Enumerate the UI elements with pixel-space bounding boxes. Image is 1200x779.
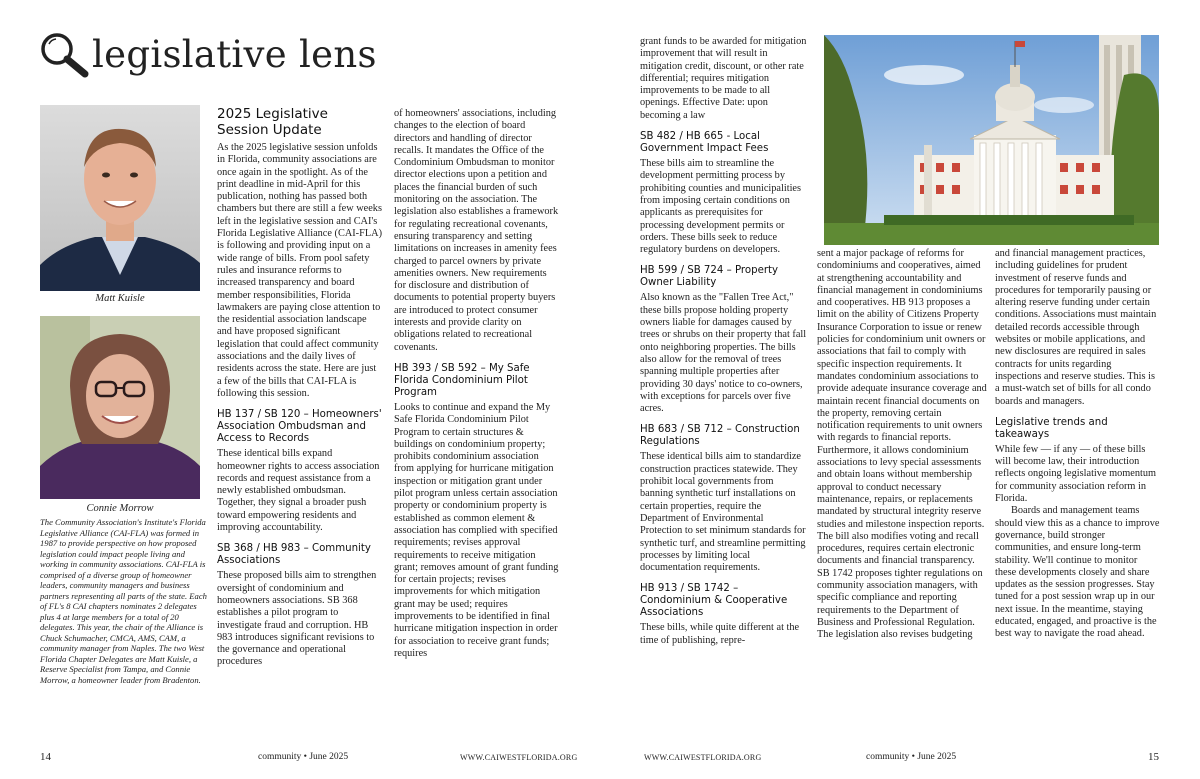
main-heading: 2025 Legislative Session Update [217, 106, 328, 138]
section-heading: SB 368 / HB 983 – Community Associations [217, 543, 371, 567]
photo-matt-kuisle [40, 105, 200, 291]
section-body-continued: and financial management practices, including guidelines for prudent investment of reserve funds and procedures for temporarily pausing or altering reserve funding under certain conditions. Associations must maintain detailed records accessible through websites or mobile applications, and new disclosures are required in sales contracts for units regarding inspections and reserve studies. This is a must-watch set of bills for all condo boards and managers. [995, 248, 1157, 407]
section-heading: HB 137 / SB 120 – Homeowners' Association Ombudsman and Access to Records [217, 409, 382, 445]
section-heading: HB 599 / SB 724 – Property Owner Liability [640, 265, 779, 289]
section-heading: HB 683 / SB 712 – Construction Regulations [640, 424, 800, 448]
photo1-caption: Matt Kuisle [95, 293, 145, 304]
section-heading: HB 393 / SB 592 – My Safe Florida Condominium Pilot Program [394, 362, 530, 398]
section-body: While few — if any — of these bills will become law, their introduction reflects ongoing legislative momentum for community association reform in Florida. [995, 443, 1156, 505]
sidebar-note: The Community Association's Institute's Florida Legislative Alliance (CAI-FLA) was formed in 1987 to provide perspective on how proposed legislation could impact people living and working in community associations. CAI-FLA is comprised of a diverse group of homeowner leaders, community managers and business partners representing all parts of the state. Each of FL's 8 CAI chapters nominates 2 delegates plus 4 at large members for a total of 20 delegates. This year, the chair of the Alliance is Chuck Schumacher, CMCA, AMS, CAM, a community manager from Naples. The two West Florida Chapter Delegates are Matt Kuisle, a Reserve Specialist from Tampa, and Connie Morrow, a homeowner leader from Bradenton. [40, 517, 207, 685]
right-page-number: 15 [1148, 751, 1159, 763]
section-body: These bills, while quite different at the time of publishing, repre- [640, 622, 800, 646]
section-body: Looks to continue and expand the My Safe Florida Condominium Pilot Program to certain structures & buildings on condominium property; prohibits condominium association from applying for hurricane mitigation inspection or mitigation grant under pilot program unless certain association property or condominium property is established as common element & association has complied with specified requirements; revises approval requirements to receive mitigation grant; removes amount of grant funding for certain projects; revises improvements for which mitigation grant may be used; requires improvements to be identified in final hurricane mitigation inspection in order for association to receive grant funds; requires [394, 401, 559, 659]
column-4 [817, 248, 987, 642]
section-body-continued: of homeowners' associations, including changes to the election of board directors and handling of director recalls. It mandates the Office of the Condominium Ombudsman to monitor director elections upon a petition and places the financial burden of such monitoring on the association. The legislation also establishes a framework for regulating recreational covenants, ensuring transparency and setting limitations on increases in amenity fees charged to parcel owners by private amenities owners. New requirements for disclosure and distribution of documents to potential property buyers are introduced to protect consumer interests and provide clarity on obligations related to recreational covenants. [394, 108, 559, 353]
left-url: WWW.CAIWESTFLORIDA.ORG [460, 753, 578, 762]
right-url: WWW.CAIWESTFLORIDA.ORG [644, 753, 762, 762]
intro-paragraph: As the 2025 legislative session unfolds in Florida, community associations are once again in the spotlight. As of the print deadline in mid-April for this publication, nothing has passed both chambers but there are still a few weeks left in the legislative session and CAI's Florida Legislative Alliance (CAI-FLA) is following and providing input on a wide range of bills. From pool safety rules and insurance reforms to increased transparency and board member responsibilities, Florida lawmakers are paying close attention to the residential association landscape and have proposed significant legislation that could affect community associations and the daily lives of residents across the state. Here are just a few of the bills that CAI-FLA is following this session. [217, 142, 382, 399]
magnifying-glass-icon [38, 30, 92, 80]
section-heading: Legislative trends and takeaways [995, 416, 1108, 440]
capitol-building-photo [824, 35, 1159, 245]
right-folio: community • June 2025 [866, 752, 957, 762]
section-body-continued: sent a major package of reforms for condominiums and cooperatives, aimed at strengthening accountability and financial management in condominiums and cooperatives. HB 913 proposes a limit on the ability of Citizens Property Insurance Corporation to issue or renew policies for condominium unit owners or associations that fail to comply with specific inspection requirements. It mandates condominium associations to provide adequate insurance coverage and maintain recent financial documents on the property, removing certain notification requirements to unit owners with regards to financial reports. Furthermore, it allows condominium associations to levy special assessments and obtain loans without membership approval to conduct necessary maintenance, repairs, or replacements mandated by structural integrity reserve studies and milestone inspection reports. The bill also modifies voting and recall procedures, requires certain electronic documents and financial transparency. SB 1742 proposes tighter regulations on community association managers, with specific compliance and reporting requirements to the Department of Business and Professional Regulation. The legislation also revises budgeting [817, 248, 987, 641]
section-body: Boards and management teams should view this as a chance to improve governance, build stronger communities, and ensure long-term stability. We'll continue to monitor these developments closely and share updates as the session progresses. Stay tuned for a post session wrap up in our next issue. In the meantime, staying educated, engaged, and proactive is the best way to navigate the road ahead. [995, 505, 1160, 640]
column-3 [640, 36, 808, 647]
section-heading: SB 482 / HB 665 - Local Government Impact Fees [640, 131, 769, 155]
photo-connie-morrow [40, 316, 200, 499]
section-body: These identical bills expand homeowner rights to access association records and request assistance from a newly established ombudsman. Together, they signal a broader push toward empowering residents and improving accountability. [217, 448, 380, 534]
section-heading: HB 913 / SB 1742 – Condominium & Cooperative Associations [640, 583, 788, 619]
column-5 [995, 248, 1160, 641]
section-body: These bills aim to streamline the development permitting process by prohibiting counties and municipalities from imposing certain conditions on applicants as prerequisites for processing development permits or orders. These bills seek to reduce regulatory burdens on developers. [640, 158, 802, 256]
section-body: These proposed bills aim to strengthen oversight of condominium and homeowners associations. SB 368 establishes a pilot program to investigate fraud and corruption. HB 983 introduces significant revisions to the governance and operational procedures [217, 570, 377, 668]
section-body: Also known as the "Fallen Tree Act," these bills propose holding property owners liable for damages caused by trees or shrubs on their property that fall onto neighboring properties. The bills also allow for the removal of trees spanning multiple properties after providing 30 days' notice to co-owners, with exceptions for parcels over five acres. [640, 292, 807, 415]
column-1 [217, 106, 383, 669]
left-folio: community • June 2025 [258, 752, 349, 762]
photo2-caption: Connie Morrow [86, 503, 154, 514]
section-body-continued: grant funds to be awarded for mitigation improvement that will result in mitigation credit, discount, or other rate differential; requires mitigation improvements to be made to all openings. Effective Date: upon becoming a law [640, 36, 807, 121]
column-2 [394, 108, 560, 660]
page-title: legislative lens [92, 33, 377, 76]
section-body: These identical bills aim to standardize construction practices statewide. They prohibit local governments from banning synthetic turf installations on certain properties, require the Department of Environmental Protection to set minimum standards for synthetic turf, and streamline permitting processes by limiting local documentation requirements. [640, 451, 806, 574]
left-page-number: 14 [40, 751, 51, 763]
